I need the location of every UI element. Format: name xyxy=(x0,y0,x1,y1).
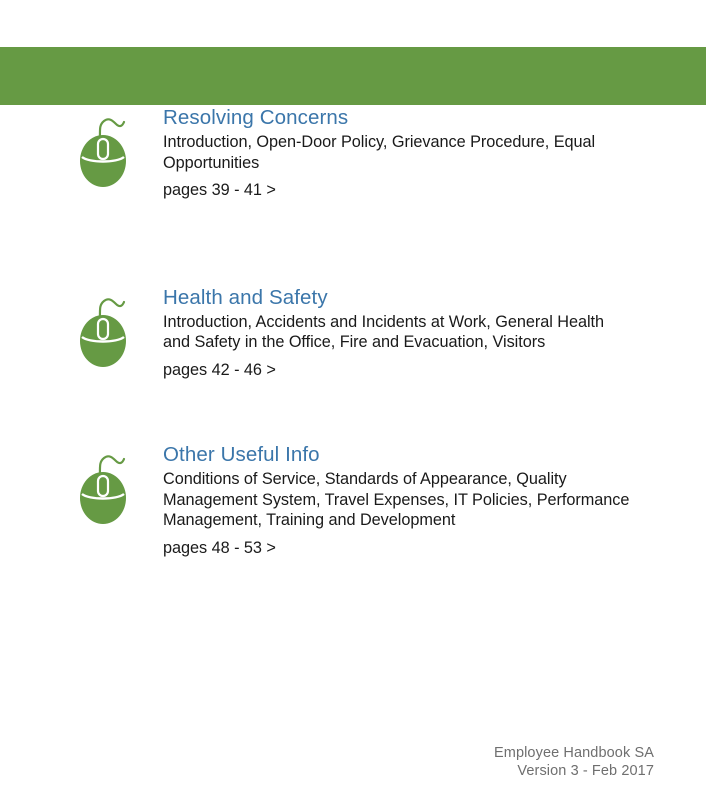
section-entry-other-useful-info[interactable] xyxy=(0,442,706,558)
section-text-block xyxy=(138,285,706,381)
section-spacer xyxy=(0,380,706,442)
computer-mouse-icon xyxy=(78,285,138,369)
section-pages-link[interactable]: pages 39 - 41 > xyxy=(163,181,276,199)
footer-version: Version 3 - Feb 2017 xyxy=(517,763,654,779)
page-footer xyxy=(494,744,654,780)
section-entry-health-and-safety[interactable] xyxy=(0,285,706,381)
computer-mouse-icon xyxy=(78,105,138,189)
footer-document-title: Employee Handbook SA xyxy=(494,745,654,761)
section-entry-resolving-concerns[interactable] xyxy=(0,105,706,201)
section-pages-link[interactable]: pages 42 - 46 > xyxy=(163,360,276,379)
section-spacer xyxy=(0,201,706,285)
section-text-block xyxy=(138,442,706,558)
section-description: Conditions of Service, Standards of Appearance, Quality Management System, Travel Expenses, IT Policies, Performance Management, Training and Development xyxy=(163,470,630,529)
computer-mouse-icon xyxy=(78,442,138,526)
section-title[interactable]: Resolving Concerns xyxy=(163,106,349,129)
section-text-block xyxy=(138,105,706,201)
section-pages-link[interactable]: pages 48 - 53 > xyxy=(163,538,276,557)
section-title[interactable]: Other Useful Info xyxy=(163,443,320,466)
section-description: Introduction, Open-Door Policy, Grievance Procedure, Equal Opportunities xyxy=(163,133,596,172)
section-description: Introduction, Accidents and Incidents at Work, General Health and Safety in the Office, Fire and Evacuation, Visitors xyxy=(163,312,605,351)
section-title[interactable]: Health and Safety xyxy=(163,285,328,309)
section-list xyxy=(0,105,706,558)
header-green-band xyxy=(0,47,706,105)
